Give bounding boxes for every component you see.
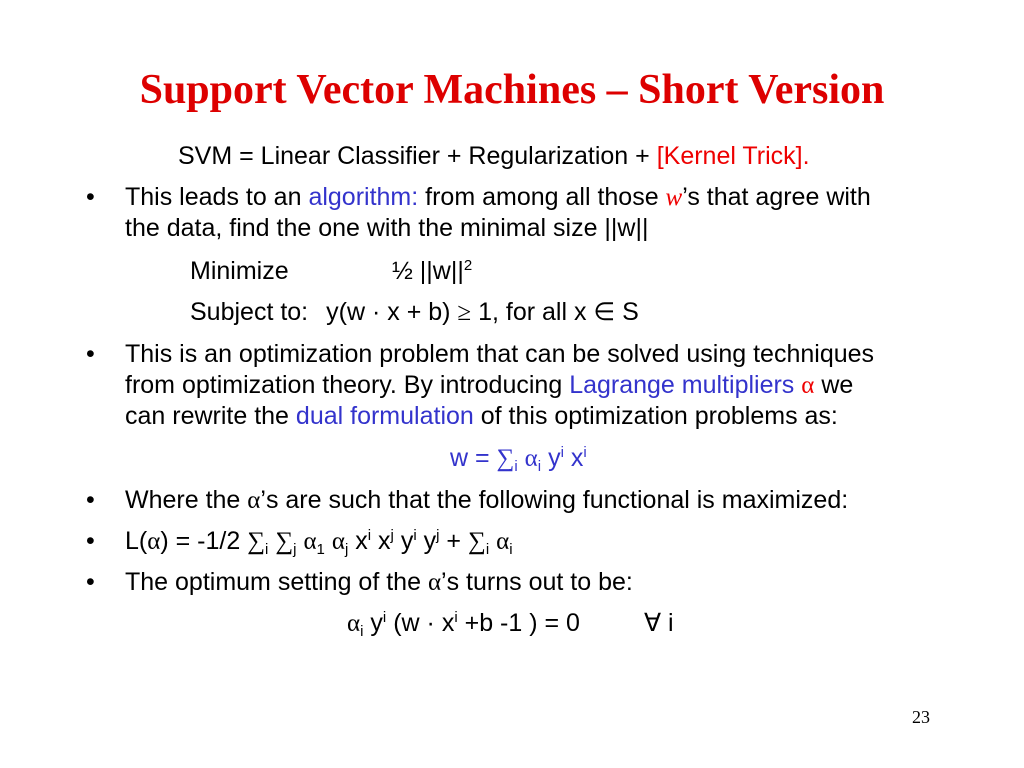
lagrange-highlight: Lagrange multipliers (569, 371, 802, 399)
minimize-label: Minimize (190, 257, 289, 285)
kernel-trick-text: [Kernel Trick]. (656, 142, 810, 170)
page-number: 23 (912, 707, 930, 727)
svm-definition (178, 141, 810, 172)
bullet-2-line-1: This is an optimization problem that can be solved using techniques (125, 340, 875, 368)
dual-equation: $w = \sum_i$ $\alpha_i$ $y^i$ $x^i$ (450, 444, 587, 475)
svm-definition-text: SVM = Linear Classifier + Regularization + (178, 142, 657, 170)
w-highlight: w (665, 184, 683, 211)
bullet-icon: • (86, 486, 95, 514)
bullet-3: Where the α’s are such that the following functional is maximized: (125, 486, 849, 514)
bullet-icon: • (86, 340, 95, 368)
dual-formulation-highlight: dual formulation (295, 402, 474, 430)
subject-to-constraint: Subject to: y(w · x + b) ≥ 1, for all x ∈ S (190, 298, 639, 326)
minimize-expression: ½ $||w||^2$ (392, 257, 473, 285)
optimality-condition: $\alpha_i$ $y^i$ ($w \cdot x^i +b$ -1 ) = 0 ∀ i (347, 609, 674, 640)
bullet-1-line-1: This leads to an algorithm: from among all those w’s that agree with (125, 183, 871, 211)
bullet-1-line-2: the data, find the one with the minimal size ||w|| (125, 214, 649, 242)
bullet-icon: • (86, 183, 95, 211)
slide-title: Support Vector Machines – Short Version (139, 67, 885, 113)
alpha-symbol: α (801, 372, 815, 399)
bullet-icon: • (86, 527, 95, 555)
bullet-2-line-2: from optimization theory. By introducing Lagrange multipliers α we (125, 371, 854, 399)
bullet-icon: • (86, 568, 95, 596)
bullet-5: The optimum setting of the α’s turns out to be: (125, 568, 633, 596)
bullet-2-line-3: can rewrite the dual formulation of this optimization problems as: (125, 402, 838, 430)
lagrangian-equation: L(α) = -1/2 $\sum_i$ $\sum_j$ $\alpha_1$ $\alpha_j$ $x^i$ $x^j$ $y^i$ $y^j + \sum_i$ $\alpha_i$ (125, 527, 513, 558)
algorithm-highlight: algorithm: (308, 183, 419, 211)
